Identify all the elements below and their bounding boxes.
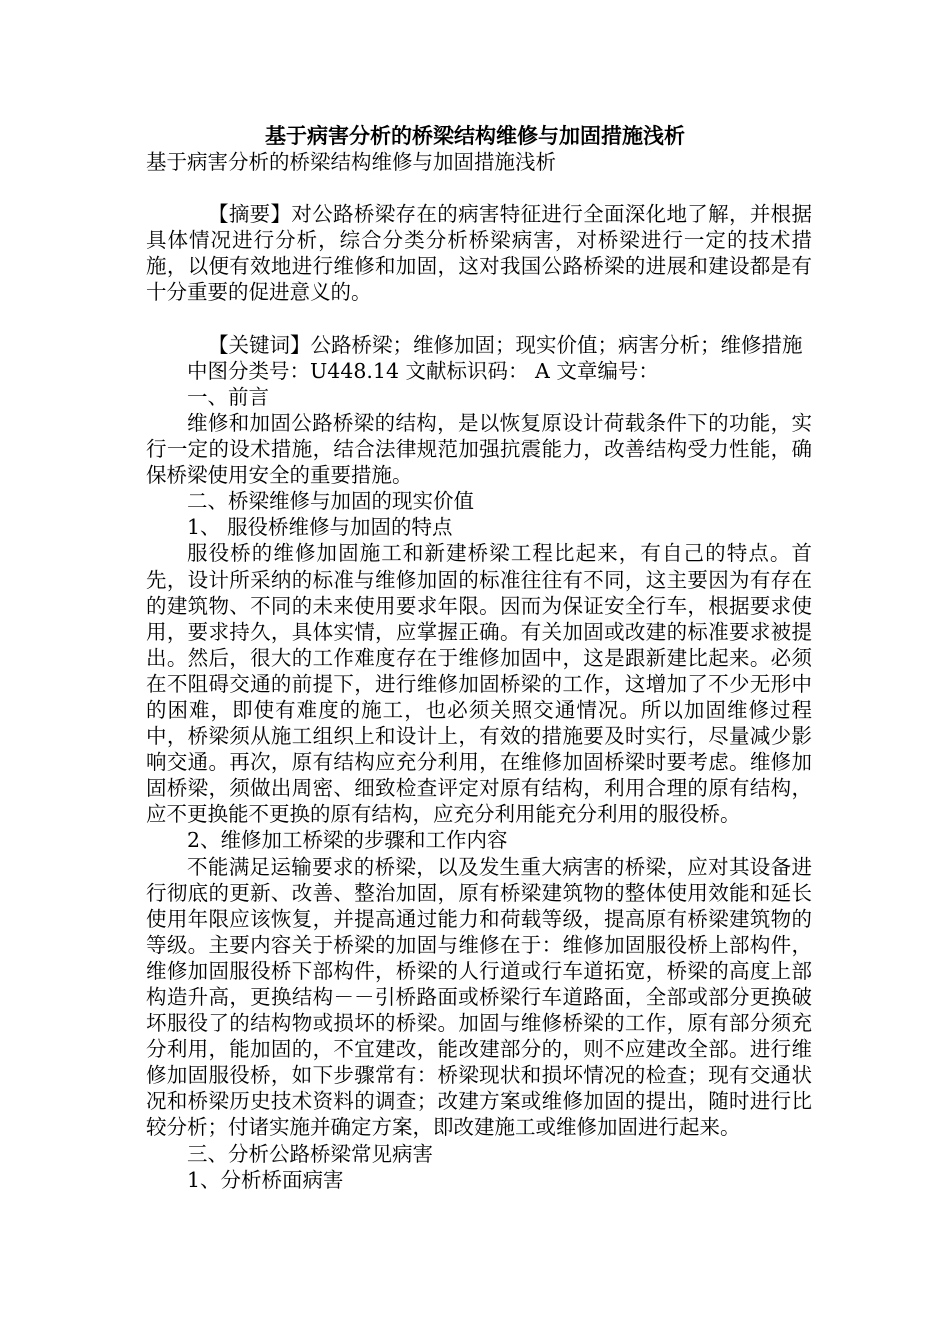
subsection-heading-deck: 1、分析桥面病害 (187, 1167, 344, 1192)
section-heading-value: 二、桥梁维修与加固的现实价值 (187, 489, 474, 514)
document-title: 基于病害分析的桥梁结构维修与加固措施浅析 (265, 124, 685, 148)
document-body (146, 149, 812, 1193)
spacer (146, 175, 812, 201)
spacer (146, 306, 812, 332)
section-heading-diseases: 三、分析公路桥梁常见病害 (187, 1141, 433, 1166)
abstract-paragraph: 【摘要】对公路桥梁存在的病害特征进行全面深化地了解，并根据具体情况进行分析，综合分类分析桥梁病害，对桥梁进行一定的技术措施，以便有效地进行维修和加固，这对我国公路桥梁的进展和建设都是有十分重要的促进意义的。 (146, 202, 812, 305)
features-paragraph: 服役桥的维修加固施工和新建桥梁工程比起来，有自己的特点。首先，设计所采纳的标准与维修加固的标准往往有不同，这主要因为有存在的建筑物、不同的未来使用要求年限。因而为保证安全行车，根据要求使用，要求持久，具体实情，应掌握正确。有关加固或改建的标准要求被提出。然后，很大的工作难度存在于维修加固中，这是跟新建比起来。必须在不阻碍交通的前提下，进行维修加固桥梁的工作，这增加了不少无形中的困难，即使有难度的施工，也必须关照交通情况。所以加固维修过程中，桥梁须从施工组织上和设计上，有效的措施要及时实行，尽量减少影响交通。再次，原有结构应充分利用，在维修加固桥梁时要考虑。维修加固桥梁，须做出周密、细致检查评定对原有结构，利用合理的原有结构，应不更换能不更换的原有结构，应充分利用能充分利用的服役桥。 (146, 541, 812, 827)
subsection-heading-features: 1、 服役桥维修与加固的特点 (187, 515, 453, 540)
subsection-heading-steps: 2、维修加工桥梁的步骤和工作内容 (187, 828, 508, 853)
preface-paragraph: 维修和加固公路桥梁的结构，是以恢复原设计荷载条件下的功能，实行一定的设术措施，结合法律规范加强抗震能力，改善结构受力性能，确保桥梁使用安全的重要措施。 (146, 410, 812, 488)
document-subtitle: 基于病害分析的桥梁结构维修与加固措施浅析 (146, 150, 556, 174)
section-heading-preface: 一、前言 (187, 384, 269, 409)
steps-paragraph: 不能满足运输要求的桥梁，以及发生重大病害的桥梁，应对其设备进行彻底的更新、改善、整治加固，原有桥梁建筑物的整体使用效能和延长使用年限应该恢复，并提高通过能力和荷载等级，提高原有桥梁建筑物的等级。主要内容关于桥梁的加固与维修在于：维修加固服役桥上部构件，维修加固服役桥下部构件，桥梁的人行道或行车道拓宽，桥梁的高度上部构造升高，更换结构－－引桥路面或桥梁行车道路面，全部或部分更换破坏服役了的结构物或损坏的桥梁。加固与维修桥梁的工作，原有部分须充分利用，能加固的，不宜建改，能改建部分的，则不应建改全部。进行维修加固服役桥，如下步骤常有：桥梁现状和损坏情况的检查；现有交通状况和桥梁历史技术资料的调查；改建方案或维修加固的提出，随时进行比较分析；付诸实施并确定方案，即改建施工或维修加固进行起来。 (146, 854, 812, 1140)
keywords-paragraph: 【关键词】公路桥梁；维修加固；现实价值；病害分析；维修措施 (208, 332, 803, 357)
classification-line: 中图分类号：U448.14 文献标识码： A 文章编号： (187, 358, 659, 383)
